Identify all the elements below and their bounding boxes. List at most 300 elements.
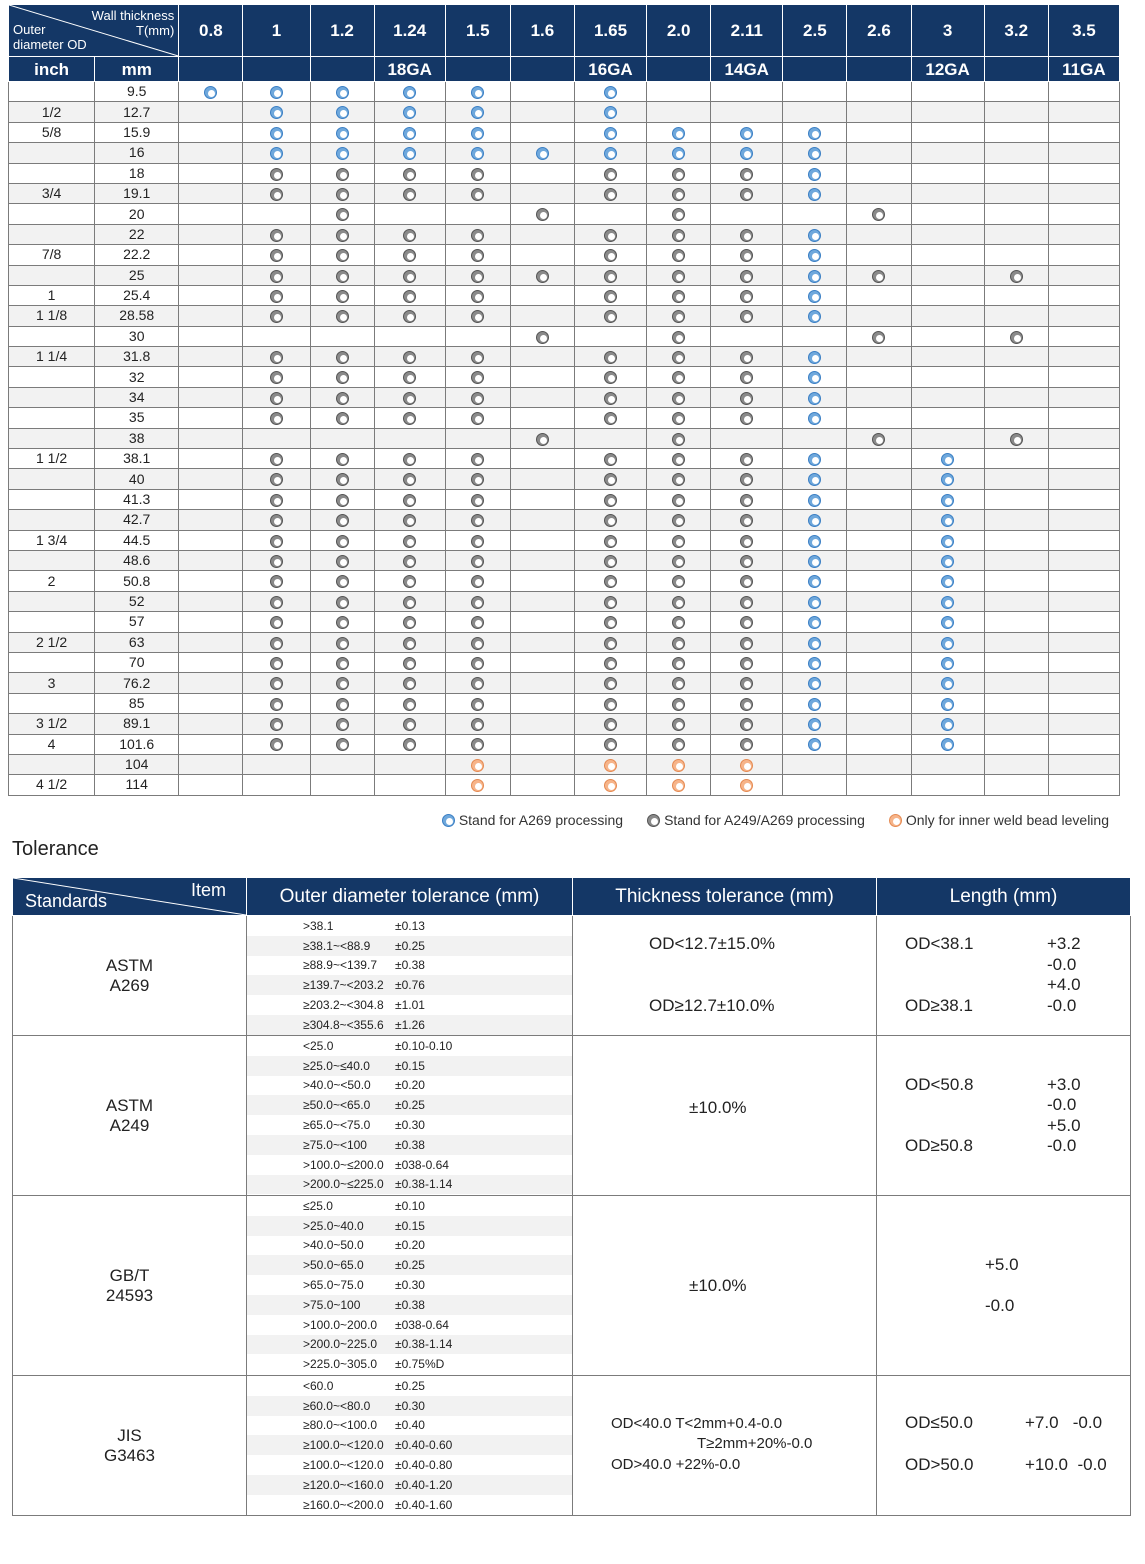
availability-cell (647, 367, 711, 387)
od-inch-cell (9, 469, 95, 489)
blue-circle-icon (604, 106, 617, 119)
availability-cell (847, 652, 911, 672)
gray-circle-icon (740, 453, 753, 466)
availability-cell (179, 224, 243, 244)
availability-cell (574, 265, 646, 285)
od-tolerance-list (247, 1036, 572, 1194)
availability-cell (310, 775, 374, 795)
gray-circle-icon (471, 535, 484, 548)
gray-circle-icon (336, 677, 349, 690)
od-tolerance-row (247, 916, 572, 936)
availability-cell (179, 754, 243, 774)
availability-cell (647, 408, 711, 428)
availability-cell (574, 122, 646, 142)
blue-circle-icon (808, 290, 821, 303)
availability-cell (1048, 693, 1119, 713)
availability-cell (647, 754, 711, 774)
gray-circle-icon (403, 718, 416, 731)
blue-circle-icon (471, 127, 484, 140)
availability-cell (243, 347, 310, 367)
gray-circle-icon (1010, 270, 1023, 283)
availability-cell (374, 550, 445, 570)
blue-circle-icon (808, 616, 821, 629)
od-mm-cell: 38 (95, 428, 179, 448)
gray-circle-icon (740, 310, 753, 323)
availability-cell (374, 714, 445, 734)
availability-cell (445, 183, 510, 203)
standard-name: GB/T 24593 (105, 1265, 154, 1305)
od-range: >100.0~200.0 (303, 1317, 378, 1332)
availability-cell (179, 652, 243, 672)
availability-cell (510, 408, 574, 428)
length-minus: -0.0 (985, 1296, 1015, 1315)
availability-cell (243, 632, 310, 652)
availability-cell (984, 775, 1048, 795)
availability-cell (310, 143, 374, 163)
availability-cell (711, 591, 783, 611)
tolerance-heading: Tolerance (12, 838, 99, 860)
availability-cell (1048, 714, 1119, 734)
length-cell (877, 1196, 1131, 1376)
gray-circle-icon (471, 168, 484, 181)
availability-cell (783, 265, 847, 285)
availability-cell (783, 734, 847, 754)
gray-circle-icon (270, 494, 283, 507)
availability-cell (847, 82, 911, 102)
availability-cell (574, 82, 646, 102)
availability-cell (647, 775, 711, 795)
corner-standards-label: Standards (25, 891, 108, 911)
gray-circle-icon (672, 514, 685, 527)
availability-cell (1048, 673, 1119, 693)
availability-cell (647, 612, 711, 632)
availability-cell (647, 550, 711, 570)
availability-cell (847, 163, 911, 183)
size-row (9, 550, 1120, 570)
gray-circle-icon (740, 412, 753, 425)
gray-circle-icon (270, 188, 283, 201)
blue-circle-icon (808, 188, 821, 201)
availability-cell (510, 163, 574, 183)
availability-cell (243, 775, 310, 795)
gray-circle-icon (270, 270, 283, 283)
availability-cell (783, 408, 847, 428)
od-inch-cell (9, 82, 95, 102)
blue-circle-icon (808, 249, 821, 262)
availability-cell (310, 530, 374, 550)
gray-circle-icon (471, 453, 484, 466)
gray-circle-icon (403, 698, 416, 711)
od-tolerance-value: ±0.40-1.60 (395, 1497, 453, 1512)
od-range: ≥100.0~<120.0 (303, 1438, 384, 1453)
od-inch-cell (9, 510, 95, 530)
legend-orange-label: Only for inner weld bead leveling (905, 812, 1109, 828)
thickness-tolerance-cell (573, 1376, 877, 1516)
od-tolerance-value: ±1.26 (395, 1017, 425, 1032)
gray-circle-icon (672, 249, 685, 262)
size-table-body (9, 82, 1120, 796)
availability-cell (1048, 163, 1119, 183)
od-tolerance-row (247, 1335, 572, 1355)
availability-cell (574, 306, 646, 326)
availability-cell (310, 754, 374, 774)
gray-circle-icon (403, 514, 416, 527)
od-tolerance-row (247, 1155, 572, 1175)
availability-cell (179, 204, 243, 224)
availability-cell (647, 673, 711, 693)
availability-cell (374, 183, 445, 203)
od-tolerance-list (247, 916, 572, 1035)
availability-cell (783, 673, 847, 693)
availability-cell (179, 530, 243, 550)
gray-circle-icon (672, 351, 685, 364)
od-mm-cell: 104 (95, 754, 179, 774)
unit-mm-header: mm (95, 57, 179, 82)
availability-cell (310, 122, 374, 142)
blue-circle-icon (471, 106, 484, 119)
gray-circle-icon (471, 575, 484, 588)
availability-cell (179, 326, 243, 346)
gray-circle-icon (604, 616, 617, 629)
availability-cell (374, 428, 445, 448)
availability-cell (510, 632, 574, 652)
gray-circle-icon (872, 331, 885, 344)
availability-cell (445, 265, 510, 285)
gray-circle-icon (336, 555, 349, 568)
blue-circle-icon (808, 310, 821, 323)
gray-circle-icon (740, 555, 753, 568)
gray-circle-icon (672, 331, 685, 344)
standard-name: ASTM A249 (105, 1095, 154, 1135)
availability-cell (911, 550, 984, 570)
od-tolerance-row (247, 1175, 572, 1195)
gray-circle-icon (403, 351, 416, 364)
gray-circle-icon (672, 718, 685, 731)
availability-cell (510, 449, 574, 469)
availability-cell (179, 550, 243, 570)
od-tolerance-value: ±0.13 (395, 918, 425, 933)
blue-circle-icon (204, 86, 217, 99)
od-mm-cell: 22 (95, 224, 179, 244)
availability-cell (647, 591, 711, 611)
availability-cell (711, 693, 783, 713)
thickness-header: 1.5 (445, 5, 510, 57)
gray-circle-icon (403, 575, 416, 588)
availability-cell (847, 204, 911, 224)
availability-cell (783, 632, 847, 652)
availability-cell (647, 82, 711, 102)
gray-circle-icon (672, 575, 685, 588)
gray-circle-icon (403, 657, 416, 670)
od-range: >65.0~75.0 (303, 1278, 364, 1293)
gray-circle-icon (336, 249, 349, 262)
availability-cell (243, 367, 310, 387)
availability-cell (374, 102, 445, 122)
availability-cell (847, 326, 911, 346)
od-range: <60.0 (303, 1378, 334, 1393)
availability-cell (374, 510, 445, 530)
gray-circle-icon (336, 514, 349, 527)
availability-cell (647, 571, 711, 591)
od-inch-cell (9, 408, 95, 428)
gray-circle-icon (336, 535, 349, 548)
gray-circle-icon (672, 596, 685, 609)
gray-circle-icon (740, 270, 753, 283)
availability-cell (911, 571, 984, 591)
od-range: ≥120.0~<160.0 (303, 1477, 384, 1492)
availability-cell (510, 612, 574, 632)
availability-cell (574, 734, 646, 754)
od-tolerance-row (247, 1056, 572, 1076)
blue-circle-icon (808, 412, 821, 425)
gray-circle-icon (604, 473, 617, 486)
availability-cell (574, 510, 646, 530)
od-mm-cell: 19.1 (95, 183, 179, 203)
od-tolerance-row (247, 1435, 572, 1455)
availability-cell (374, 245, 445, 265)
od-inch-cell: 7/8 (9, 245, 95, 265)
od-inch-cell: 2 (9, 571, 95, 591)
availability-cell (445, 224, 510, 244)
thickness-header: 2.0 (647, 5, 711, 57)
size-row (9, 734, 1120, 754)
availability-cell (374, 347, 445, 367)
blue-circle-icon (808, 718, 821, 731)
od-tolerance-value: ±0.40-0.60 (395, 1438, 453, 1453)
size-row (9, 367, 1120, 387)
blue-circle-icon (941, 698, 954, 711)
availability-cell (179, 693, 243, 713)
gauge-header (310, 57, 374, 82)
gray-circle-icon (740, 188, 753, 201)
availability-cell (847, 347, 911, 367)
availability-cell (711, 469, 783, 489)
availability-cell (711, 183, 783, 203)
thickness-header: 1 (243, 5, 310, 57)
availability-cell (179, 82, 243, 102)
availability-cell (783, 428, 847, 448)
blue-circle-icon (270, 106, 283, 119)
od-inch-cell (9, 265, 95, 285)
gray-circle-icon (740, 596, 753, 609)
od-tolerance-row (247, 1236, 572, 1256)
gray-circle-icon (471, 596, 484, 609)
od-mm-cell: 48.6 (95, 550, 179, 570)
od-inch-cell (9, 224, 95, 244)
od-inch-cell: 3/4 (9, 183, 95, 203)
availability-cell (711, 143, 783, 163)
od-tolerance-value: ±0.40 (395, 1418, 425, 1433)
availability-cell (310, 367, 374, 387)
availability-cell (711, 428, 783, 448)
availability-cell (510, 714, 574, 734)
availability-cell (984, 183, 1048, 203)
availability-cell (374, 285, 445, 305)
blue-circle-icon (941, 535, 954, 548)
availability-cell (510, 673, 574, 693)
gray-circle-icon (270, 168, 283, 181)
od-tolerance-value: ±038-0.64 (395, 1317, 449, 1332)
availability-cell (1048, 591, 1119, 611)
availability-cell (574, 530, 646, 550)
od-mm-cell: 16 (95, 143, 179, 163)
availability-cell (179, 591, 243, 611)
availability-cell (783, 347, 847, 367)
availability-cell (243, 408, 310, 428)
length-plus: +4.0 (1047, 975, 1081, 994)
legend-item-gray (647, 812, 865, 828)
availability-cell (374, 469, 445, 489)
availability-cell (574, 326, 646, 346)
availability-cell (445, 530, 510, 550)
gray-circle-icon (672, 229, 685, 242)
availability-cell (783, 775, 847, 795)
availability-cell (243, 265, 310, 285)
gray-circle-icon (604, 637, 617, 650)
od-range: >40.0~<50.0 (303, 1078, 371, 1093)
availability-cell (911, 143, 984, 163)
od-tolerance-value: ±0.38 (395, 1297, 425, 1312)
od-range: >75.0~100 (303, 1297, 361, 1312)
blue-circle-icon (740, 127, 753, 140)
availability-cell (984, 734, 1048, 754)
availability-cell (1048, 122, 1119, 142)
availability-cell (1048, 347, 1119, 367)
gray-circle-icon (740, 514, 753, 527)
orange-circle-icon (672, 759, 685, 772)
availability-cell (647, 469, 711, 489)
corner-wall-thickness-label: Wall thickness (91, 8, 175, 23)
gray-circle-icon (672, 657, 685, 670)
size-row (9, 449, 1120, 469)
gray-circle-icon (672, 738, 685, 751)
availability-cell (647, 163, 711, 183)
gray-circle-icon (471, 473, 484, 486)
availability-cell (711, 285, 783, 305)
od-range: ≤25.0 (303, 1198, 333, 1213)
gray-circle-icon (672, 433, 685, 446)
availability-cell (783, 367, 847, 387)
availability-cell (847, 775, 911, 795)
availability-cell (445, 489, 510, 509)
availability-cell (310, 714, 374, 734)
gray-circle-icon (336, 596, 349, 609)
od-inch-cell (9, 652, 95, 672)
gray-circle-icon (672, 677, 685, 690)
blue-circle-icon (941, 575, 954, 588)
gray-circle-icon (672, 188, 685, 201)
blue-circle-icon (808, 147, 821, 160)
size-row (9, 571, 1120, 591)
standard-name: ASTM A269 (105, 955, 154, 995)
gray-circle-icon (270, 351, 283, 364)
availability-cell (374, 673, 445, 693)
gray-circle-icon (672, 637, 685, 650)
gray-circle-icon (672, 392, 685, 405)
availability-cell (510, 183, 574, 203)
availability-cell (783, 591, 847, 611)
availability-cell (574, 714, 646, 734)
corner-t-mm-label: T(mm) (136, 23, 175, 38)
od-inch-cell: 1 (9, 285, 95, 305)
od-mm-cell: 25 (95, 265, 179, 285)
od-tolerance-row (247, 1115, 572, 1135)
blue-circle-icon (270, 127, 283, 140)
availability-cell (783, 571, 847, 591)
od-mm-cell: 34 (95, 387, 179, 407)
size-row (9, 122, 1120, 142)
availability-cell (445, 347, 510, 367)
length-cell (877, 1036, 1131, 1196)
availability-cell (711, 224, 783, 244)
availability-cell (911, 347, 984, 367)
od-range: >50.0~65.0 (303, 1258, 364, 1273)
od-mm-cell: 38.1 (95, 449, 179, 469)
blue-circle-icon (471, 86, 484, 99)
gray-circle-icon (336, 657, 349, 670)
size-row (9, 591, 1120, 611)
availability-cell (179, 122, 243, 142)
size-row (9, 775, 1120, 795)
availability-cell (783, 550, 847, 570)
availability-cell (711, 510, 783, 530)
thickness-value: OD≥12.7±10.0% (649, 996, 775, 1015)
availability-cell (647, 306, 711, 326)
gray-circle-icon (270, 290, 283, 303)
orange-circle-icon (740, 759, 753, 772)
length-minus: -0.0 (1047, 955, 1077, 974)
gray-circle-icon (604, 188, 617, 201)
od-inch-cell (9, 612, 95, 632)
availability-cell (847, 632, 911, 652)
availability-cell (574, 612, 646, 632)
blue-circle-icon (941, 596, 954, 609)
gray-circle-icon (672, 412, 685, 425)
availability-cell (711, 122, 783, 142)
availability-cell (374, 306, 445, 326)
availability-cell (445, 306, 510, 326)
gauge-header: 12GA (911, 57, 984, 82)
gray-circle-icon (604, 310, 617, 323)
availability-cell (243, 714, 310, 734)
availability-cell (847, 122, 911, 142)
availability-cell (847, 612, 911, 632)
thickness-tolerance-cell (573, 916, 877, 1036)
availability-cell (911, 285, 984, 305)
blue-circle-icon (808, 453, 821, 466)
legend-item-orange (889, 812, 1109, 828)
od-mm-cell: 89.1 (95, 714, 179, 734)
gray-circle-icon (471, 249, 484, 262)
blue-circle-icon (740, 147, 753, 160)
availability-cell (574, 163, 646, 183)
od-tolerance-value: ±0.75%D (395, 1357, 445, 1372)
gray-circle-icon (471, 677, 484, 690)
availability-cell (445, 82, 510, 102)
availability-cell (445, 673, 510, 693)
availability-cell (179, 571, 243, 591)
availability-cell (711, 265, 783, 285)
availability-cell (647, 143, 711, 163)
availability-cell (911, 510, 984, 530)
gray-circle-icon (403, 229, 416, 242)
availability-cell (510, 550, 574, 570)
availability-cell (647, 347, 711, 367)
od-range: ≥100.0~<120.0 (303, 1458, 384, 1473)
availability-cell (179, 347, 243, 367)
availability-cell (574, 143, 646, 163)
availability-cell (847, 306, 911, 326)
